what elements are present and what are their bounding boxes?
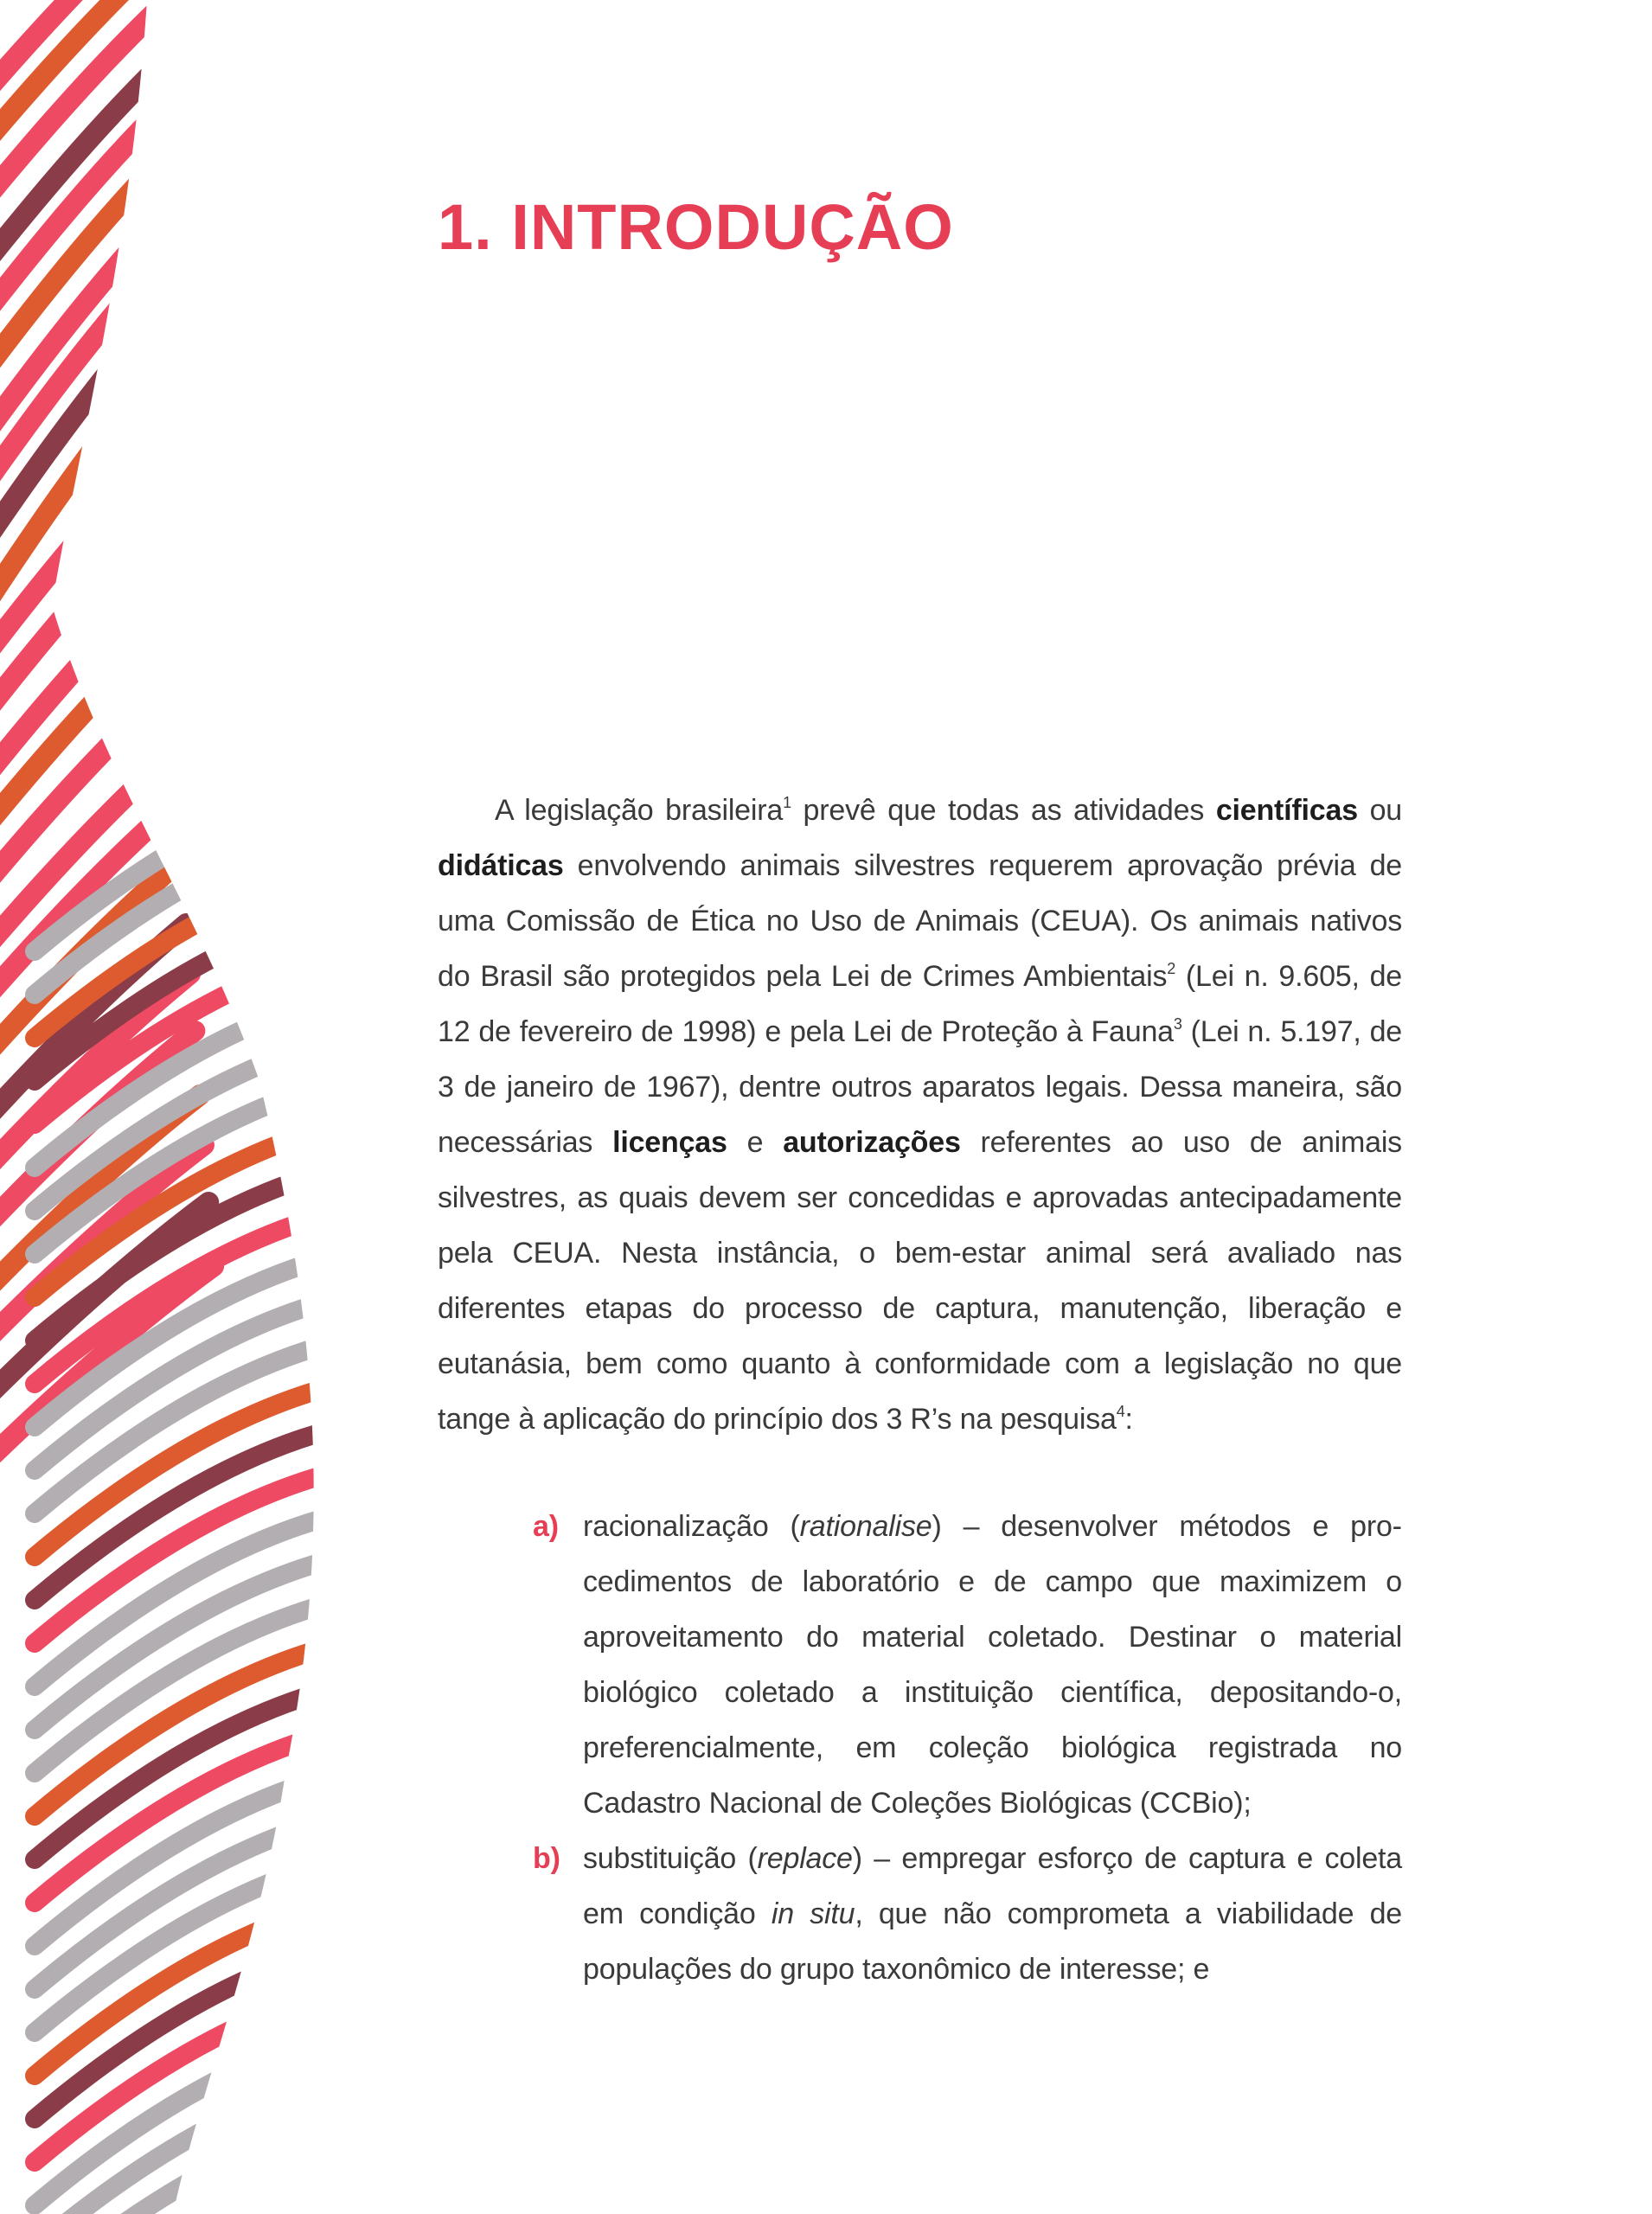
footnote-ref-3: 3	[1173, 1015, 1182, 1033]
intro-paragraph: A legislação brasileira$^1$ prevê que todas as atividades científicas ou didáticas envolvendo animais silvestres requerem aprovação prévia de uma Comissão de Ética no Uso de Animais (CEUA). Os animais nativos do Brasil são protegidos pela Lei de Crimes Ambientais$^2$ (Lei n. 9.605, de 12 de fevereiro de 1998) e pela Lei de Proteção à Fauna$^3$ (Lei n. 5.197, de 3 de janeiro de 1967), dentre outros aparatos legais. Dessa maneira, são necessárias licenças e autorizações referentes ao uso de animais silvestres, as quais devem ser concedidas e aprovadas antecipadamente pela CEUA. Nesta instância, o bem-estar animal será avaliado nas diferentes etapas do processo de captura, manutenção, liberação e eutanásia, bem como quanto à conformidade com a legislação no que tange à aplicação do princípio dos 3 R’s na pesquisa$^4$:	[438, 794, 1402, 1436]
principles-list	[438, 1499, 1402, 1997]
footnote-ref-4: 4	[1116, 1403, 1125, 1420]
list-marker: a)	[533, 1510, 559, 1543]
list-item: a) racionalização (rationalise) – desenvolver métodos e procedimentos de laboratório e de campo que maximizem o aproveitamento do material coletado. Destinar o material biológico coletado a instituição científica, depositando-o, preferencialmente, em coleção biológica registrada no Cadastro Nacional de Coleções Biológicas (CCBio);	[583, 1499, 1402, 1831]
footnote-ref-1: 1	[783, 794, 791, 811]
list-item: b) substituição (replace) – empregar esforço de captura e coleta em condição in situ, que não comprometa a viabilidade de populações do grupo taxonômico de interesse; e	[583, 1831, 1402, 1997]
document-body	[438, 783, 1402, 1997]
list-marker: b)	[533, 1842, 560, 1875]
footnote-ref-2: 2	[1167, 960, 1176, 977]
decorative-stripes	[0, 0, 355, 2214]
chapter-title: 1. INTRODUÇÃO	[438, 191, 954, 263]
